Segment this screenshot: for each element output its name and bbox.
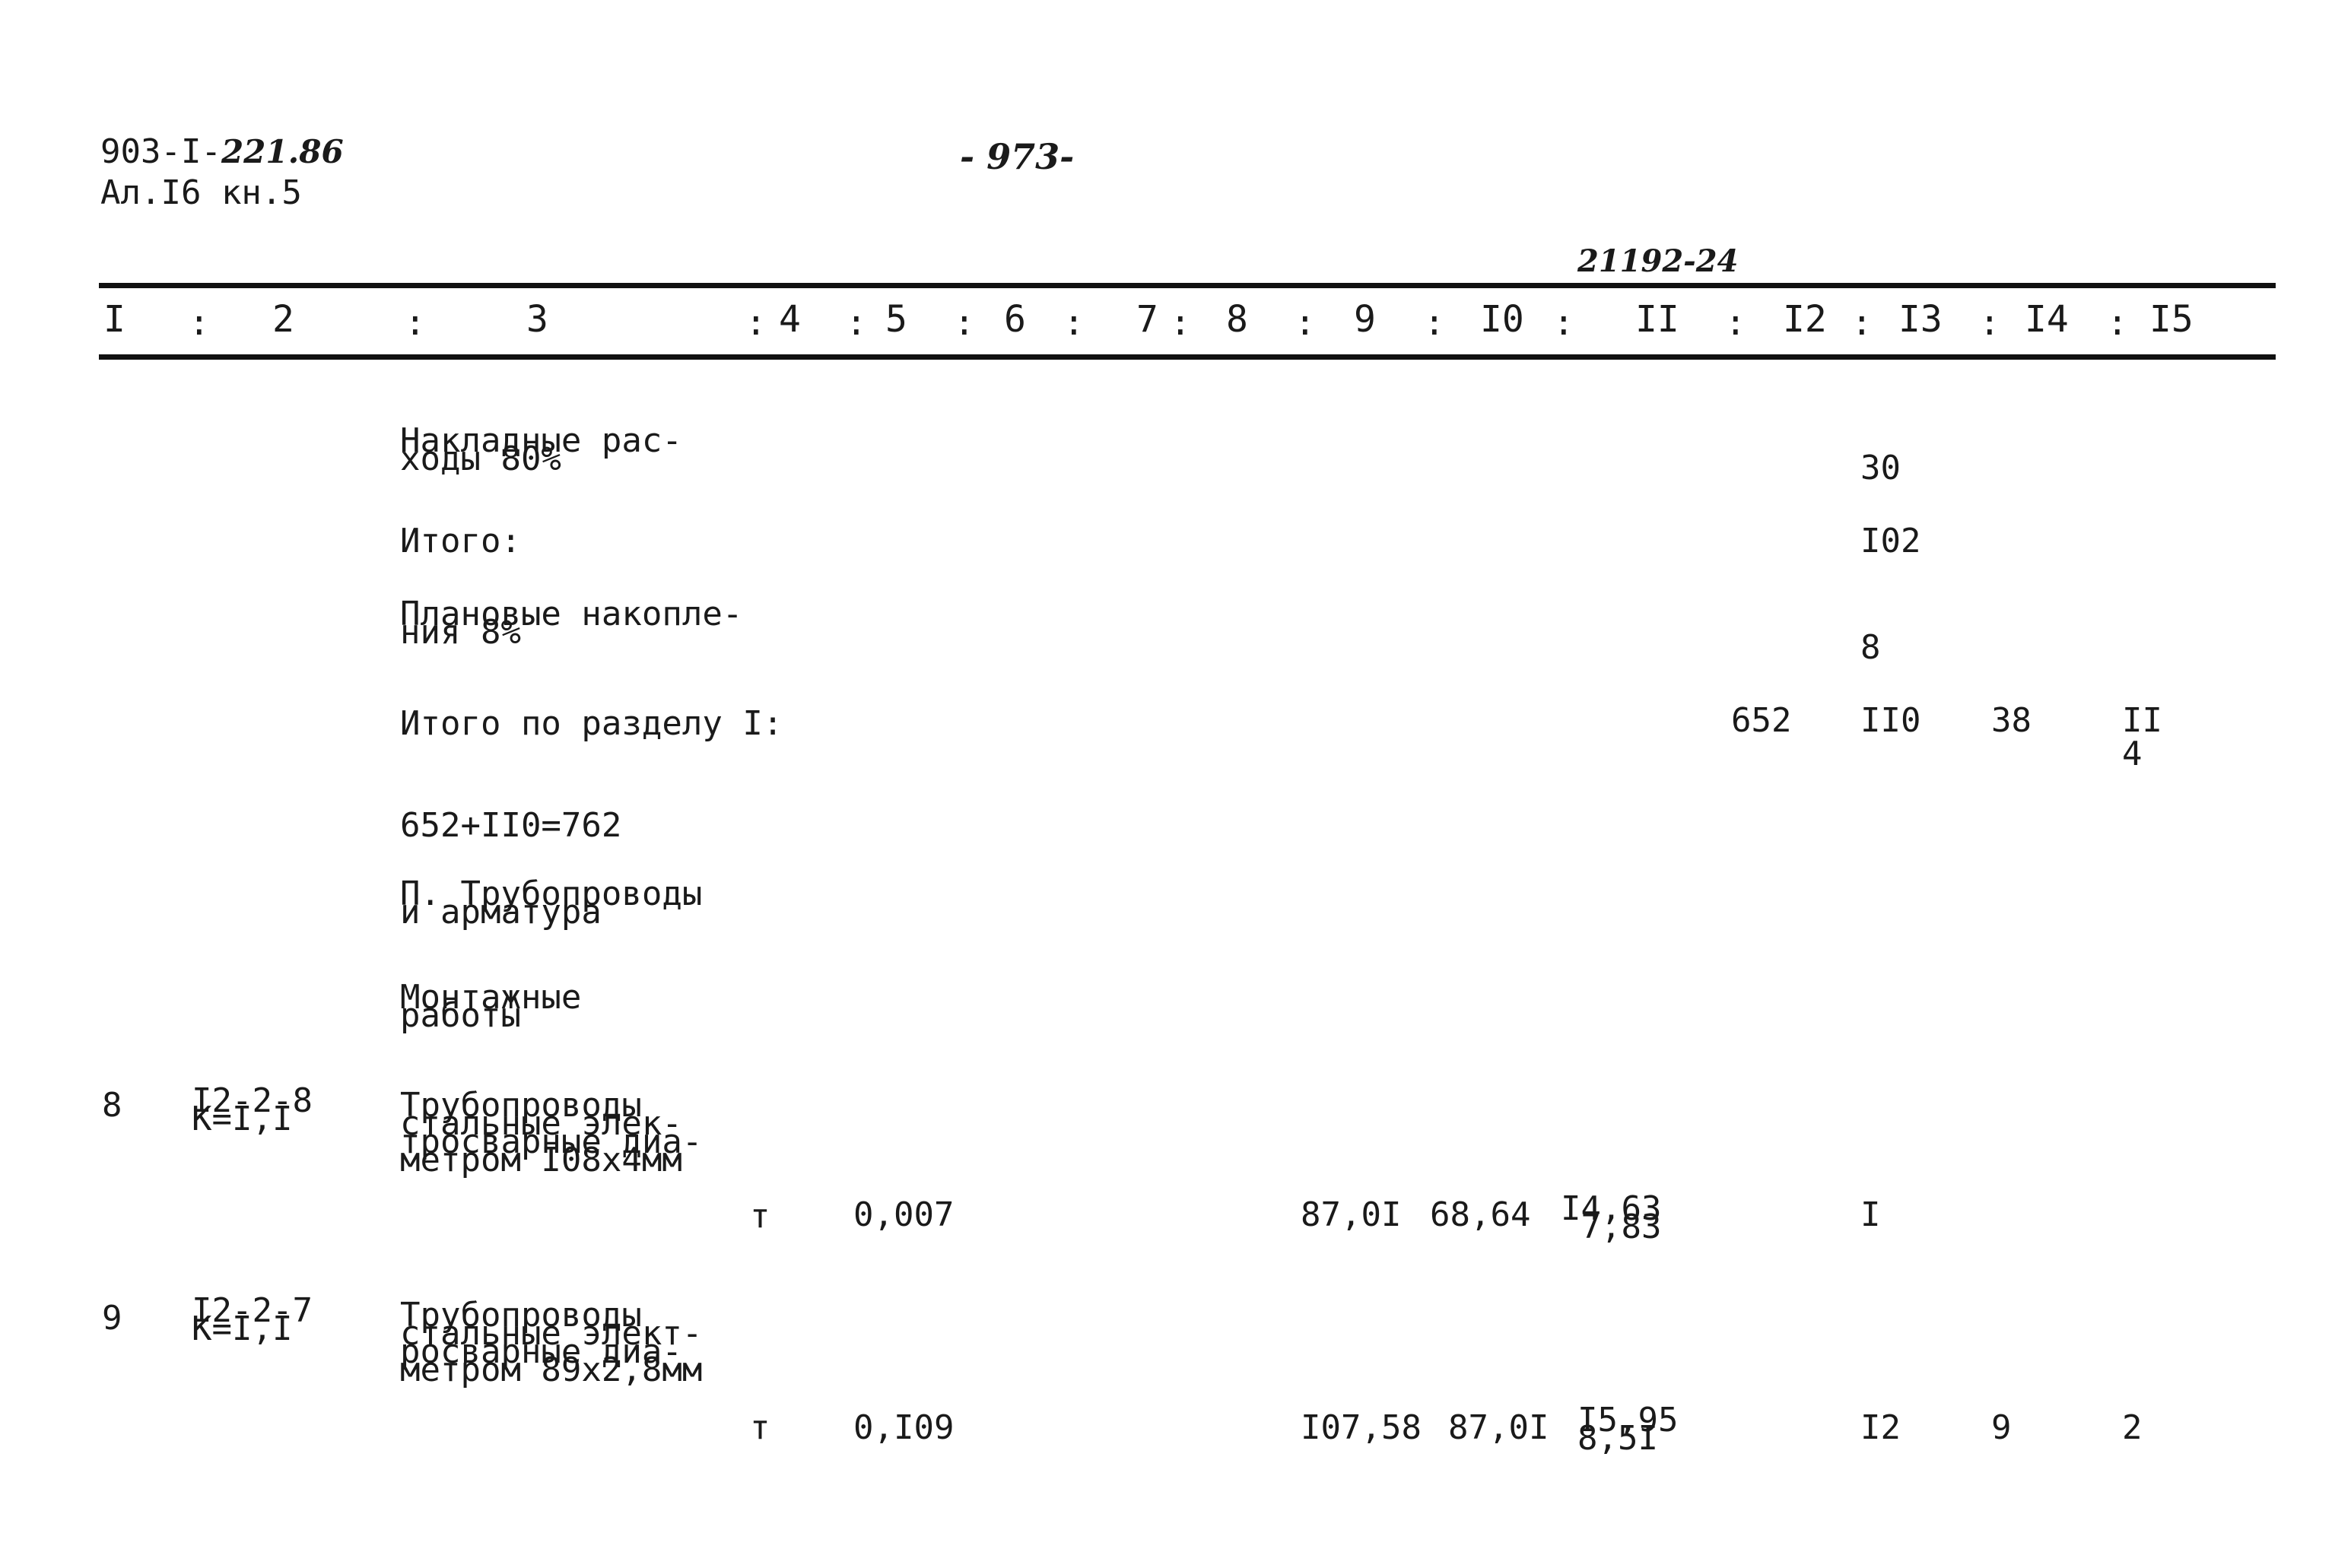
item9-c11: I5,95 8,5I [1577,1401,1679,1458]
row-section-total-c13: II0 [1860,701,1921,740]
col-header-1: I [103,298,125,341]
doc-code [100,132,344,171]
row-overhead-text: Накладные рас- ходы 80% [400,421,682,478]
col-separator: : [1851,302,1873,343]
doc-code-prefix: 903-I- [100,132,221,171]
col-separator: : [1063,302,1085,343]
header-bottom-rule [99,354,2276,360]
row-itogo-text: Итого: [400,522,521,560]
col-header-14: I4 [2025,298,2069,341]
row-section-total-c14: 38 [1991,701,2032,740]
project-code: 21192-24 [1577,243,1739,279]
row-section-total-c15: II 4 [2122,701,2162,773]
row-formula: 652+II0=762 [400,806,622,845]
col-separator: : [405,302,426,343]
row-planned-text: Плановые накопле- ния 8% [400,595,743,652]
item8-c13: I [1860,1195,1881,1234]
item9-c9: I07,58 [1301,1408,1422,1447]
item8-unit: т [750,1197,770,1236]
item8-text: Трубопроводы стальные элек- тросварные диа- метром I08х4мм [400,1086,703,1179]
item8-qty: 0,007 [853,1195,955,1234]
col-header-9: 9 [1354,298,1376,341]
row-section-total-text: Итого по разделу I: [400,704,783,743]
col-header-4: 4 [779,298,801,341]
col-separator: : [1553,302,1574,343]
row-section-total-c12: 652 [1731,701,1792,740]
row-itogo-c13: I02 [1860,522,1921,560]
item8-c9: 87,0I [1301,1195,1402,1234]
col-separator: : [1725,302,1746,343]
col-header-11: II [1635,298,1679,341]
item9-qty: 0,I09 [853,1408,955,1447]
col-separator: : [1424,302,1445,343]
item9-c13: I2 [1860,1408,1901,1447]
col-separator: : [1979,302,2000,343]
col-separator: : [745,302,767,343]
item8-c11: I4,63 7,83 [1561,1189,1662,1246]
col-separator: : [1170,302,1191,343]
item9-num: 9 [102,1299,122,1338]
item9-text: Трубопроводы стальные элект- росварные диа- метром 89х2,8мм [400,1296,703,1389]
col-separator: : [1295,302,1316,343]
page-number: - 973- [960,136,1075,177]
doc-code-handwritten: 221.86 [221,133,344,170]
col-header-2: 2 [272,298,294,341]
col-separator: : [2107,302,2128,343]
row-overhead-c13: 30 [1860,449,1901,487]
install-works-title: Монтажные работы [400,978,582,1035]
item9-code: I2-2-7 К=I,I [192,1291,313,1348]
item9-c14: 9 [1991,1408,2012,1447]
row-planned-c13: 8 [1860,628,1881,667]
header-top-rule [99,283,2276,288]
item8-num: 8 [102,1086,122,1125]
item9-unit: т [750,1408,770,1447]
item9-c10: 87,0I [1448,1408,1549,1447]
col-header-7: 7 [1136,298,1158,341]
doc-subtitle: Ал.I6 кн.5 [100,173,302,212]
item8-c10: 68,64 [1430,1195,1531,1234]
item8-code: I2-2-8 К=I,I [192,1081,313,1138]
col-separator: : [846,302,867,343]
col-header-10: I0 [1480,298,1524,341]
col-separator: : [954,302,975,343]
col-header-8: 8 [1226,298,1248,341]
col-header-12: I2 [1783,298,1827,341]
col-header-13: I3 [1898,298,1943,341]
col-header-15: I5 [2149,298,2194,341]
col-header-5: 5 [885,298,907,341]
section2-title: П. Трубопроводы и арматура [400,874,703,932]
item9-c15: 2 [2122,1408,2143,1447]
col-header-3: 3 [526,298,548,341]
col-separator: : [189,302,210,343]
col-header-6: 6 [1004,298,1026,341]
